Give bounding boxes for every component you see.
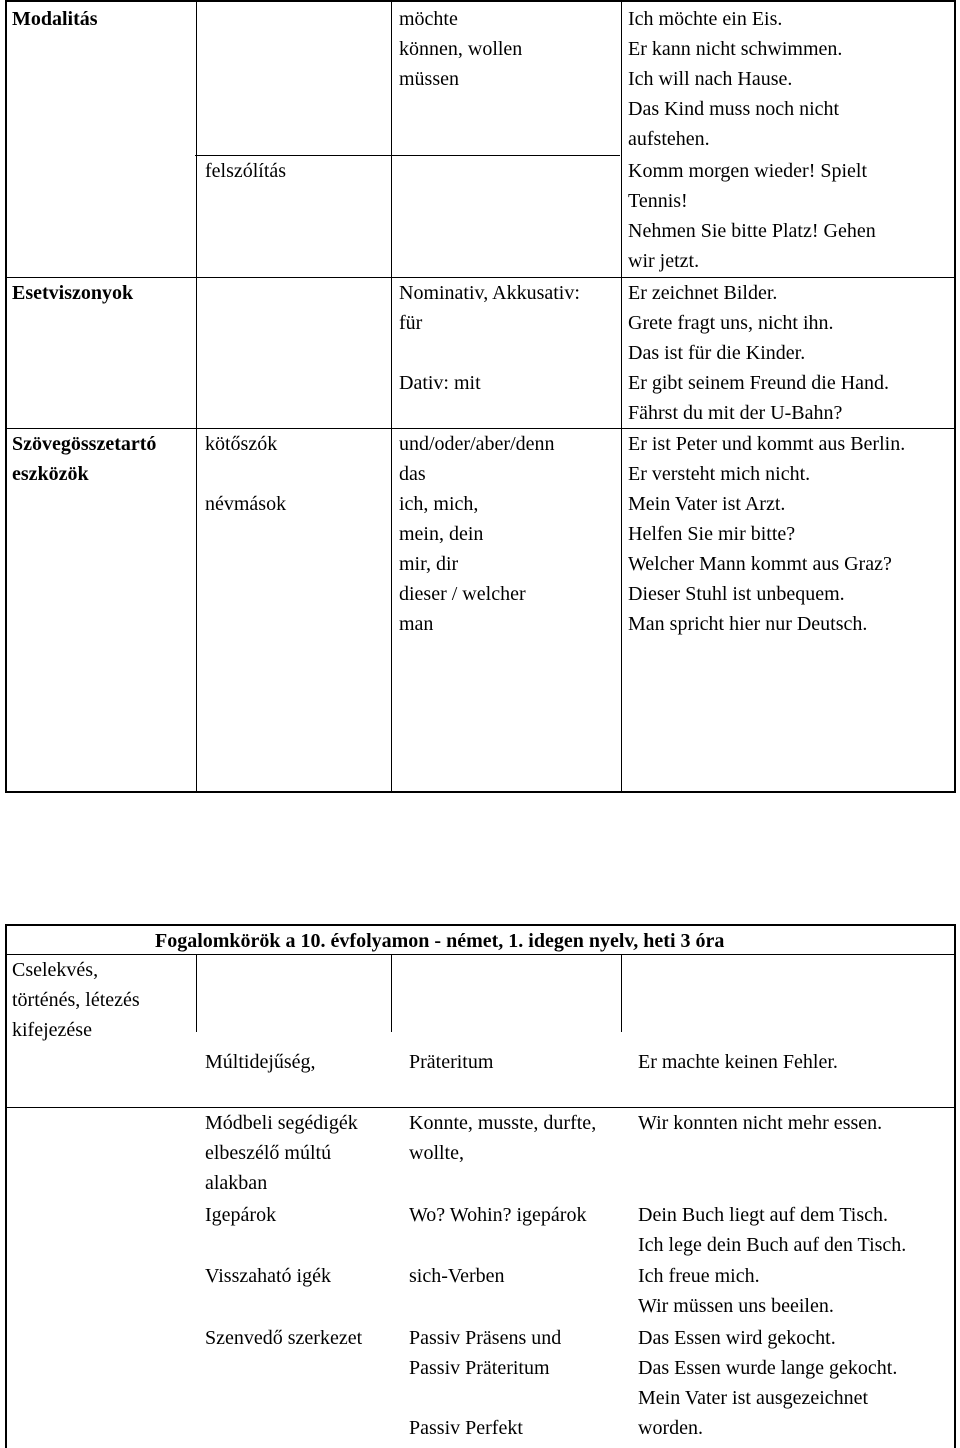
subcategory-nevmasok: névmások — [205, 493, 287, 515]
example-sich-verben: Ich freue mich. Wir müssen uns beeilen. — [638, 1265, 834, 1317]
example-prateritum: Er machte keinen Fehler. — [638, 1051, 838, 1073]
subcategory-kotoszok: kötőszók — [205, 433, 278, 455]
column-divider — [196, 2, 197, 791]
subcategory-felszolitas: felszólítás — [205, 160, 287, 182]
form-passiv: Passiv Präsens und Passiv Präteritum Passiv Perfekt — [409, 1327, 562, 1439]
szovegosszetarto-examples: Er ist Peter und kommt aus Berlin. Er versteht mich nicht. Mein Vater ist Arzt. Helfen Sie mir bitte? Welcher Mann kommt aus Graz? Dieser Stuhl ist unbequem. Man spricht hier nur Deutsch. — [628, 433, 906, 635]
esetviszonyok-forms-b: Dativ: mit — [399, 372, 481, 394]
subcategory-modbeli: Módbeli segédigék elbeszélő múltú alakban — [205, 1112, 358, 1194]
form-prateritum: Präteritum — [409, 1051, 494, 1073]
category-esetviszonyok: Esetviszonyok — [12, 282, 134, 304]
form-sich-verben: sich-Verben — [409, 1265, 505, 1287]
form-igeparok: Wo? Wohin? igepárok — [409, 1204, 587, 1226]
column-divider — [391, 2, 392, 791]
category-szovegosszetarto: Szövegösszetartó eszközök — [12, 433, 157, 485]
modalitas-forms: möchte können, wollen müssen — [399, 8, 523, 90]
form-modalverben: Konnte, musste, durfte, wollte, — [409, 1112, 597, 1164]
subcategory-visszahato: Visszaható igék — [205, 1265, 331, 1287]
example-modalverben: Wir konnten nicht mehr essen. — [638, 1112, 883, 1134]
esetviszonyok-forms-a: Nominativ, Akkusativ: für — [399, 282, 580, 334]
column-divider — [196, 955, 197, 1032]
column-divider — [391, 955, 392, 1032]
subcategory-szenvedo: Szenvedő szerkezet — [205, 1327, 363, 1349]
page-title: Fogalomkörök a 10. évfolyamon - német, 1. idegen nyelv, heti 3 óra — [155, 930, 725, 952]
modalitas-examples: Ich möchte ein Eis. Er kann nicht schwimmen. Ich will nach Hause. Das Kind muss noch nicht aufstehen. — [628, 8, 843, 150]
szovegosszetarto-forms: und/oder/aber/denn das ich, mich, mein, dein mir, dir dieser / welcher man — [399, 433, 555, 635]
felszolitas-examples: Komm morgen wieder! Spielt Tennis! Nehmen Sie bitte Platz! Gehen wir jetzt. — [628, 160, 876, 272]
subcategory-multidejuseg: Múltidejűség, — [205, 1051, 316, 1073]
example-passiv: Das Essen wird gekocht. Das Essen wurde lange gekocht. Mein Vater ist ausgezeichnet worden. — [638, 1327, 898, 1439]
example-igeparok: Dein Buch liegt auf dem Tisch. Ich lege dein Buch auf den Tisch. — [638, 1204, 907, 1256]
subcategory-igeparok: Igepárok — [205, 1204, 277, 1226]
column-divider — [621, 2, 622, 791]
esetviszonyok-examples: Er zeichnet Bilder. Grete fragt uns, nicht ihn. Das ist für die Kinder. Er gibt seinem Freund die Hand. Fährst du mit der U-Bahn? — [628, 282, 890, 424]
column-divider — [621, 955, 622, 1032]
category-cselekves: Cselekvés, történés, létezés kifejezése — [12, 959, 140, 1041]
category-modalitas: Modalitás — [12, 8, 98, 30]
